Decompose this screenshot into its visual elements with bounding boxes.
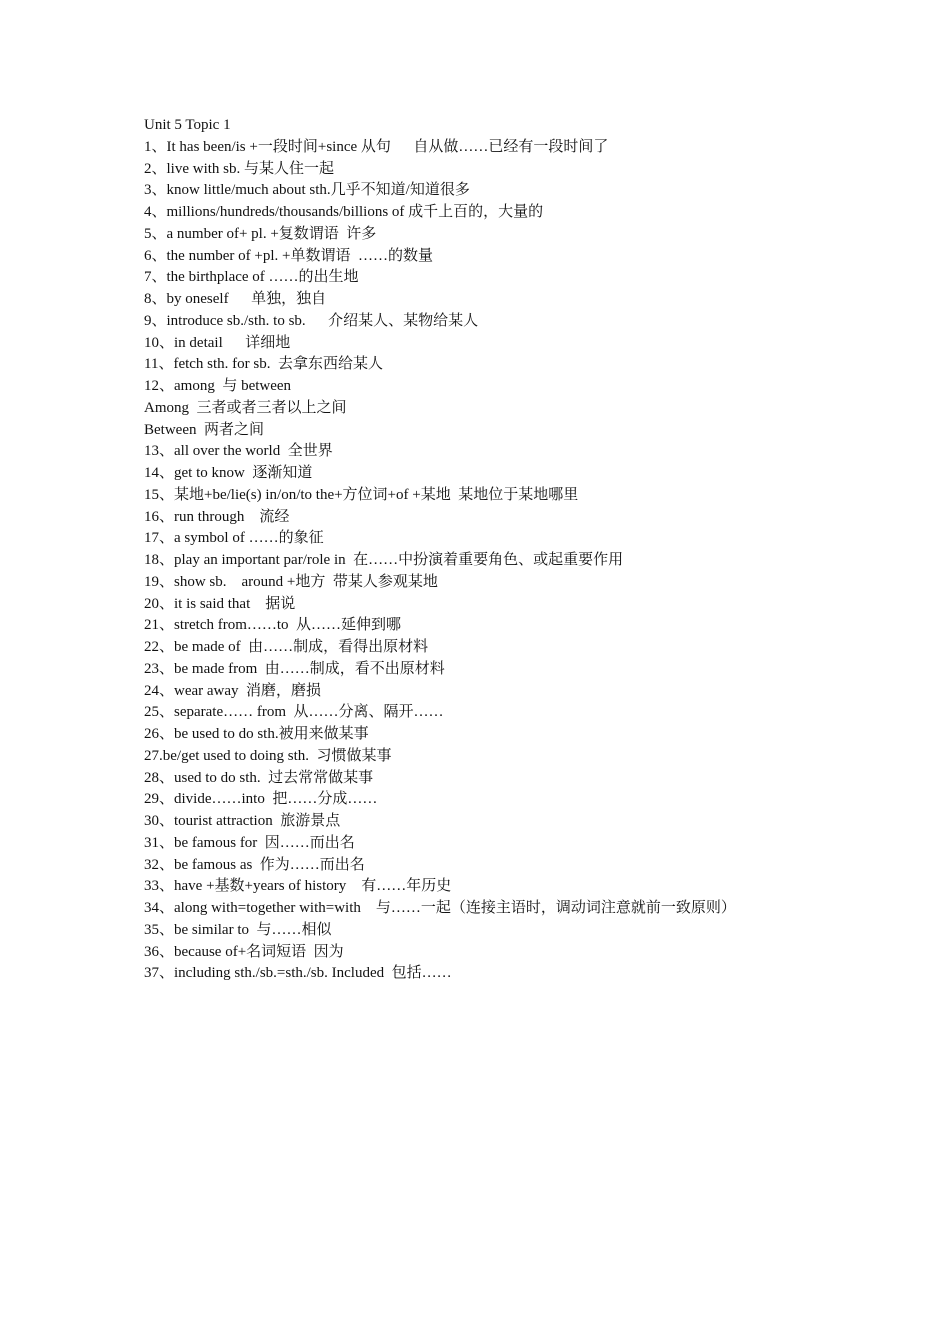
document-body [144,115,934,985]
list-item: 1、It has been/is +一段时间+since 从句 自从做……已经有一段时间了 [144,138,609,155]
document-title: Unit 5 Topic 1 [144,117,231,133]
list-item: 18、play an important par/role in 在……中扮演着重要角色、或起重要作用 [144,552,624,568]
list-item: 31、be famous for 因……而出名 [144,834,355,851]
list-item: 2、live with sb. 与某人住一起 [144,160,334,177]
list-item: 3、know little/much about sth.几乎不知道/知道很多 [144,182,470,199]
list-item: 36、because of+名词短语 因为 [144,943,344,960]
list-item: 37、including sth./sb.=sth./sb. Included 包括…… [144,965,452,982]
list-item: 35、be similar to 与……相似 [144,921,332,938]
list-item: 22、be made of 由……制成，看得出原材料 [144,639,429,655]
list-item: 32、be famous as 作为……而出名 [144,856,365,873]
list-item: 21、stretch from……to 从……延伸到哪 [144,617,402,634]
list-item: 23、be made from 由……制成，看不出原材料 [144,660,445,677]
list-item: 15、某地+be/lie(s) in/on/to the+方位词+of +某地 某地位于某地哪里 [144,486,579,503]
list-item: 17、a symbol of ……的象征 [144,530,324,547]
list-item: 26、be used to do sth.被用来做某事 [144,726,369,742]
list-item: 6、the number of +pl. +单数谓语 ……的数量 [144,247,433,264]
list-item: 28、used to do sth. 过去常常做某事 [144,769,374,786]
list-item: 5、a number of+ pl. +复数谓语 许多 [144,225,377,242]
list-item: 25、separate…… from 从……分离、隔开…… [144,704,444,721]
list-item: 14、get to know 逐渐知道 [144,465,313,481]
list-item: Among 三者或者三者以上之间 [144,399,347,416]
list-item: 8、by oneself 单独，独自 [144,291,327,307]
list-item: 7、the birthplace of ……的出生地 [144,269,359,286]
list-item: 12、among 与 between [144,378,292,394]
list-item: 19、show sb. around +地方 带某人参观某地 [144,573,438,590]
list-item: 16、run through 流经 [144,508,290,525]
list-item: 27.be/get used to doing sth. 习惯做某事 [144,747,392,764]
list-item: 20、it is said that 据说 [144,595,296,612]
list-item: 9、introduce sb./sth. to sb. 介绍某人、某物给某人 [144,312,479,329]
list-item: 33、have +基数+years of history 有……年历史 [144,878,452,895]
list-item: 13、all over the world 全世界 [144,443,333,460]
list-item: 4、millions/hundreds/thousands/billions of 成千上百的，大量的 [144,204,544,220]
list-item: 24、wear away 消磨，磨损 [144,682,322,699]
list-item: Between 两者之间 [144,421,264,438]
list-item: 29、divide……into 把……分成…… [144,791,378,808]
list-item: 10、in detail 详细地 [144,334,291,351]
list-item: 30、tourist attraction 旅游景点 [144,813,341,829]
list-item: 11、fetch sth. for sb. 去拿东西给某人 [144,356,384,373]
list-item: 34、along with=together with=with 与……一起（连接主语时，调动词注意就前一致原则） [144,900,736,916]
